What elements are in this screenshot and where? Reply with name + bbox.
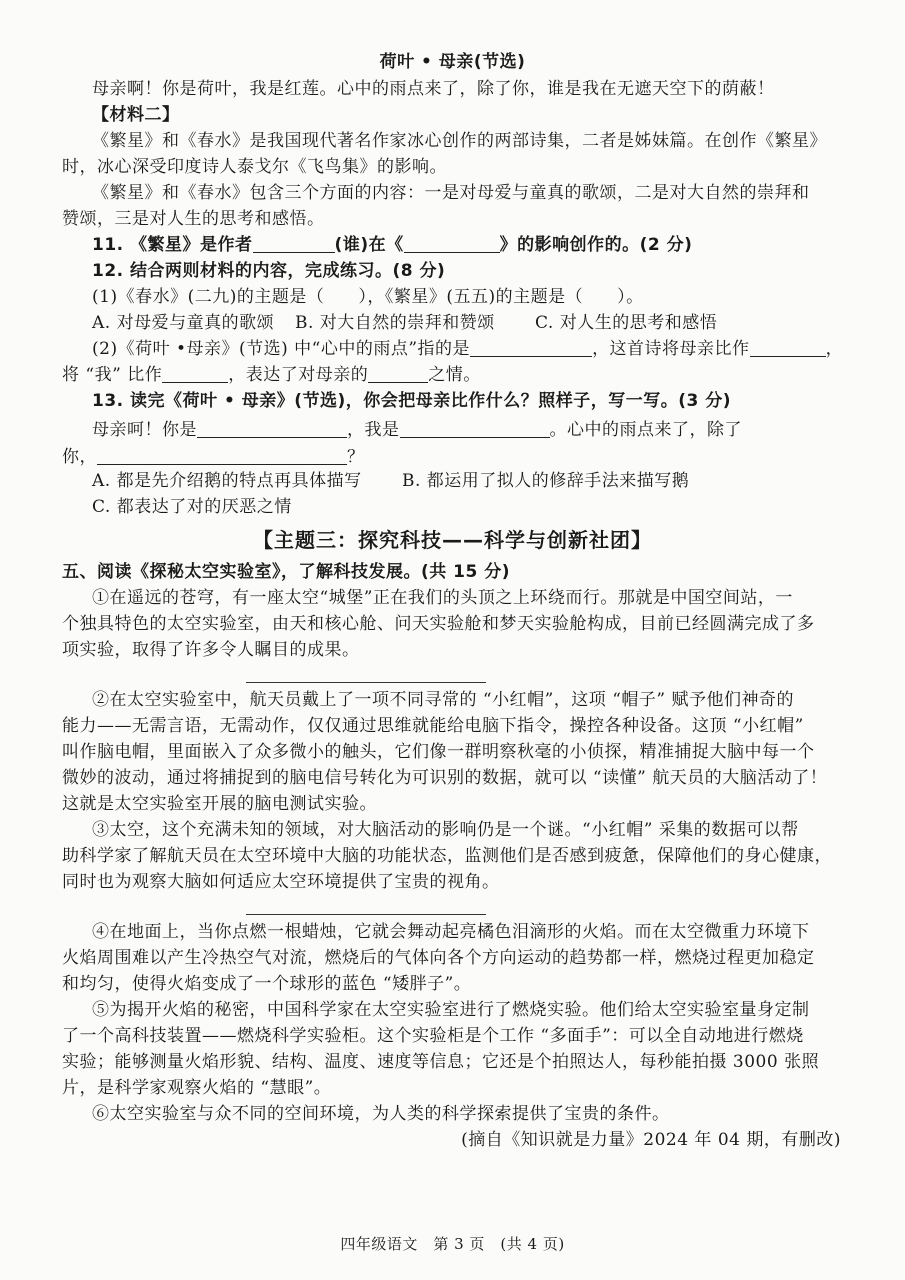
- q13-text-d: 你，: [62, 447, 97, 467]
- paragraph-1-line2: 个独具特色的太空实验室，由天和核心舱、问天实验舱和梦天实验舱构成，目前已经圆满完成了多: [62, 614, 815, 634]
- q11-book-blank[interactable]: [404, 234, 500, 253]
- q13-text-e: ？: [347, 447, 365, 467]
- q11-author-blank[interactable]: [253, 234, 335, 253]
- paragraph-5-line3: 实验；能够测量火焰形貌、结构、温度、速度等信息；它还是个拍照达人，每秒能拍摄 3000 张照: [62, 1052, 820, 1072]
- page-footer: 四年级语文 第 3 页 (共 4 页): [340, 1235, 565, 1253]
- q12-raindrop-blank[interactable]: [470, 338, 592, 357]
- paragraph-6: ⑥太空实验室与众不同的空间环境，为人类的科学探索提供了宝贵的条件。: [92, 1104, 670, 1124]
- paragraph-5-line1: ⑤为揭开火焰的秘密，中国科学家在太空实验室进行了燃烧实验。他们给太空实验室量身定制: [92, 1000, 810, 1020]
- q13-text-a: 母亲呵！你是: [92, 420, 197, 440]
- paragraph-5-line2: 了一个高科技装置——燃烧科学实验柜。这个实验柜是个工作 “多面手”：可以全自动地进行燃烧: [62, 1026, 804, 1046]
- paragraph-1-line1: ①在遥远的苍穹，有一座太空“城堡”正在我们的头顶之上环绕而行。那就是中国空间站，一: [92, 588, 793, 608]
- q12-part2-text-f: 之情。: [428, 365, 481, 385]
- theme-3-heading: 【主题三：探究科技——科学与创新社团】: [253, 528, 652, 552]
- q13-text-b: ，我是: [347, 420, 400, 440]
- paragraph-2-line2: 能力——无需言语，无需动作，仅仅通过思维就能给电脑下指令，操控各种设备。这顶 “小红帽”: [62, 716, 804, 736]
- question-12-part1: [92, 285, 849, 309]
- material2-p1-line2: 时，冰心深受印度诗人泰戈尔《飞鸟集》的影响。: [62, 157, 447, 177]
- q11-text-c: 》的影响创作的。(2 分): [499, 235, 693, 255]
- poem-text: 母亲啊！你是荷叶，我是红莲。心中的雨点来了，除了你，谁是我在无遮天空下的荫蔽！: [92, 79, 775, 99]
- question-12-part2-cont: [62, 363, 849, 387]
- question-13-line2: [62, 445, 849, 469]
- q13-option-a: A. 都是先介绍鹅的特点再具体描写: [92, 471, 362, 491]
- q11-text-b: (谁)在《: [334, 235, 404, 255]
- question-12-stem: 12. 结合两则材料的内容，完成练习。(8 分): [92, 261, 446, 281]
- section-5-heading: 五、阅读《探秘太空实验室》，了解科技发展。(共 15 分): [62, 562, 511, 582]
- paragraph-4-line2: 火焰周围难以产生冷热空气对流，燃烧后的气体向各个方向运动的趋势都一样，燃烧过程更加稳定: [62, 948, 815, 968]
- q12-part2-text-b: ，这首诗将母亲比作: [592, 339, 750, 359]
- material2-p2-line1: 《繁星》和《春水》包含三个方面的内容：一是对母爱与童真的歌颂，二是对大自然的崇拜和: [92, 183, 810, 203]
- question-11: [92, 233, 849, 257]
- q13-option-b: B. 都运用了拟人的修辞手法来描写鹅: [402, 471, 690, 491]
- question-13-stem: 13. 读完《荷叶 • 母亲》(节选)，你会把母亲比作什么？照样子，写一写。(3 分): [92, 391, 732, 411]
- paragraph-3-line2: 助科学家了解航天员在太空环境中大脑的功能状态，监测他们是否感到疲惫，保障他们的身心健康，: [62, 846, 832, 866]
- q12-part2-text-c: ，: [825, 339, 844, 359]
- q13-option-c: C. 都表达了对的厌恶之情: [92, 497, 292, 517]
- q12-option-c: C. 对人生的思考和感悟: [535, 313, 718, 333]
- paragraph-1-line3: 项实验，取得了许多令人瞩目的成果。: [62, 640, 360, 660]
- paragraph-2-line1: ②在太空实验室中，航天员戴上了一项不同寻常的 “小红帽”，这项 “帽子” 赋予他们神奇的: [92, 690, 794, 710]
- poem-title: 荷叶 • 母亲(节选): [379, 52, 526, 72]
- q13-me-blank[interactable]: [400, 419, 550, 438]
- paragraph-2-line4: 微妙的波动，通过将捕捉到的脑电信号转化为可识别的数据，就可以 “读懂” 航天员的大脑活动了！: [62, 768, 828, 788]
- paragraph-2-line3: 叫作脑电帽，里面嵌入了众多微小的触头，它们像一群明察秋毫的小侦探，精准捕捉大脑中每一个: [62, 742, 815, 762]
- q13-end-blank[interactable]: [97, 446, 347, 465]
- q13-mother-blank[interactable]: [197, 419, 347, 438]
- q12-part1-text-a: (1)《春水》(二九)的主题是（: [92, 287, 325, 307]
- material2-p2-line2: 赞颂，三是对人生的思考和感悟。: [62, 209, 325, 229]
- q12-part1-text-b: ），《繁星》(五五)的主题是（: [358, 287, 584, 307]
- q12-part2-text-d: 将 “我” 比作: [62, 365, 163, 385]
- paragraph-3-line3: 同时也为观察大脑如何适应太空环境提供了宝贵的视角。: [62, 872, 500, 892]
- question-13-options-row1: [92, 469, 849, 493]
- question-12-options: [92, 311, 849, 335]
- paragraph-4-line3: 和均匀，使得火焰变成了一个球形的蓝色 “矮胖子”。: [62, 974, 472, 994]
- answer-line-2[interactable]: [246, 914, 486, 915]
- q12-option-b: B. 对大自然的崇拜和赞颂: [295, 313, 495, 333]
- q12-mother-blank[interactable]: [750, 338, 826, 357]
- paragraph-4-line1: ④在地面上，当你点燃一根蜡烛，它就会舞动起亮橘色泪滴形的火焰。而在太空微重力环境下: [92, 922, 810, 942]
- q12-feeling-blank[interactable]: [368, 364, 428, 383]
- q12-part2-text-a: (2)《荷叶 •母亲》(节选) 中“心中的雨点”指的是: [92, 339, 471, 359]
- paragraph-5-line4: 片，是科学家观察火焰的 “慧眼”。: [62, 1078, 332, 1098]
- material2-p1-line1: 《繁星》和《春水》是我国现代著名作家冰心创作的两部诗集，二者是姊妹篇。在创作《繁星》: [92, 131, 827, 151]
- article-source: (摘自《知识就是力量》2024 年 04 期，有删改): [461, 1130, 841, 1150]
- paragraph-2-line5: 这就是太空实验室开展的脑电测试实验。: [62, 794, 377, 814]
- question-12-part2: [92, 337, 849, 361]
- answer-line-1[interactable]: [246, 682, 486, 683]
- q11-text-a: 11. 《繁星》是作者: [92, 235, 253, 255]
- q12-option-a: A. 对母爱与童真的歌颂: [92, 313, 275, 333]
- q12-me-blank[interactable]: [162, 364, 228, 383]
- material2-heading: 【材料二】: [92, 105, 180, 125]
- paragraph-3-line1: ③太空，这个充满未知的领域，对大脑活动的影响仍是一个谜。“小红帽” 采集的数据可以帮: [92, 820, 799, 840]
- q12-part2-text-e: ，表达了对母亲的: [228, 365, 369, 385]
- question-13-line1: [92, 418, 849, 442]
- q12-part1-text-c: ）。: [617, 287, 644, 307]
- q13-text-c: 。心中的雨点来了，除了: [549, 420, 742, 440]
